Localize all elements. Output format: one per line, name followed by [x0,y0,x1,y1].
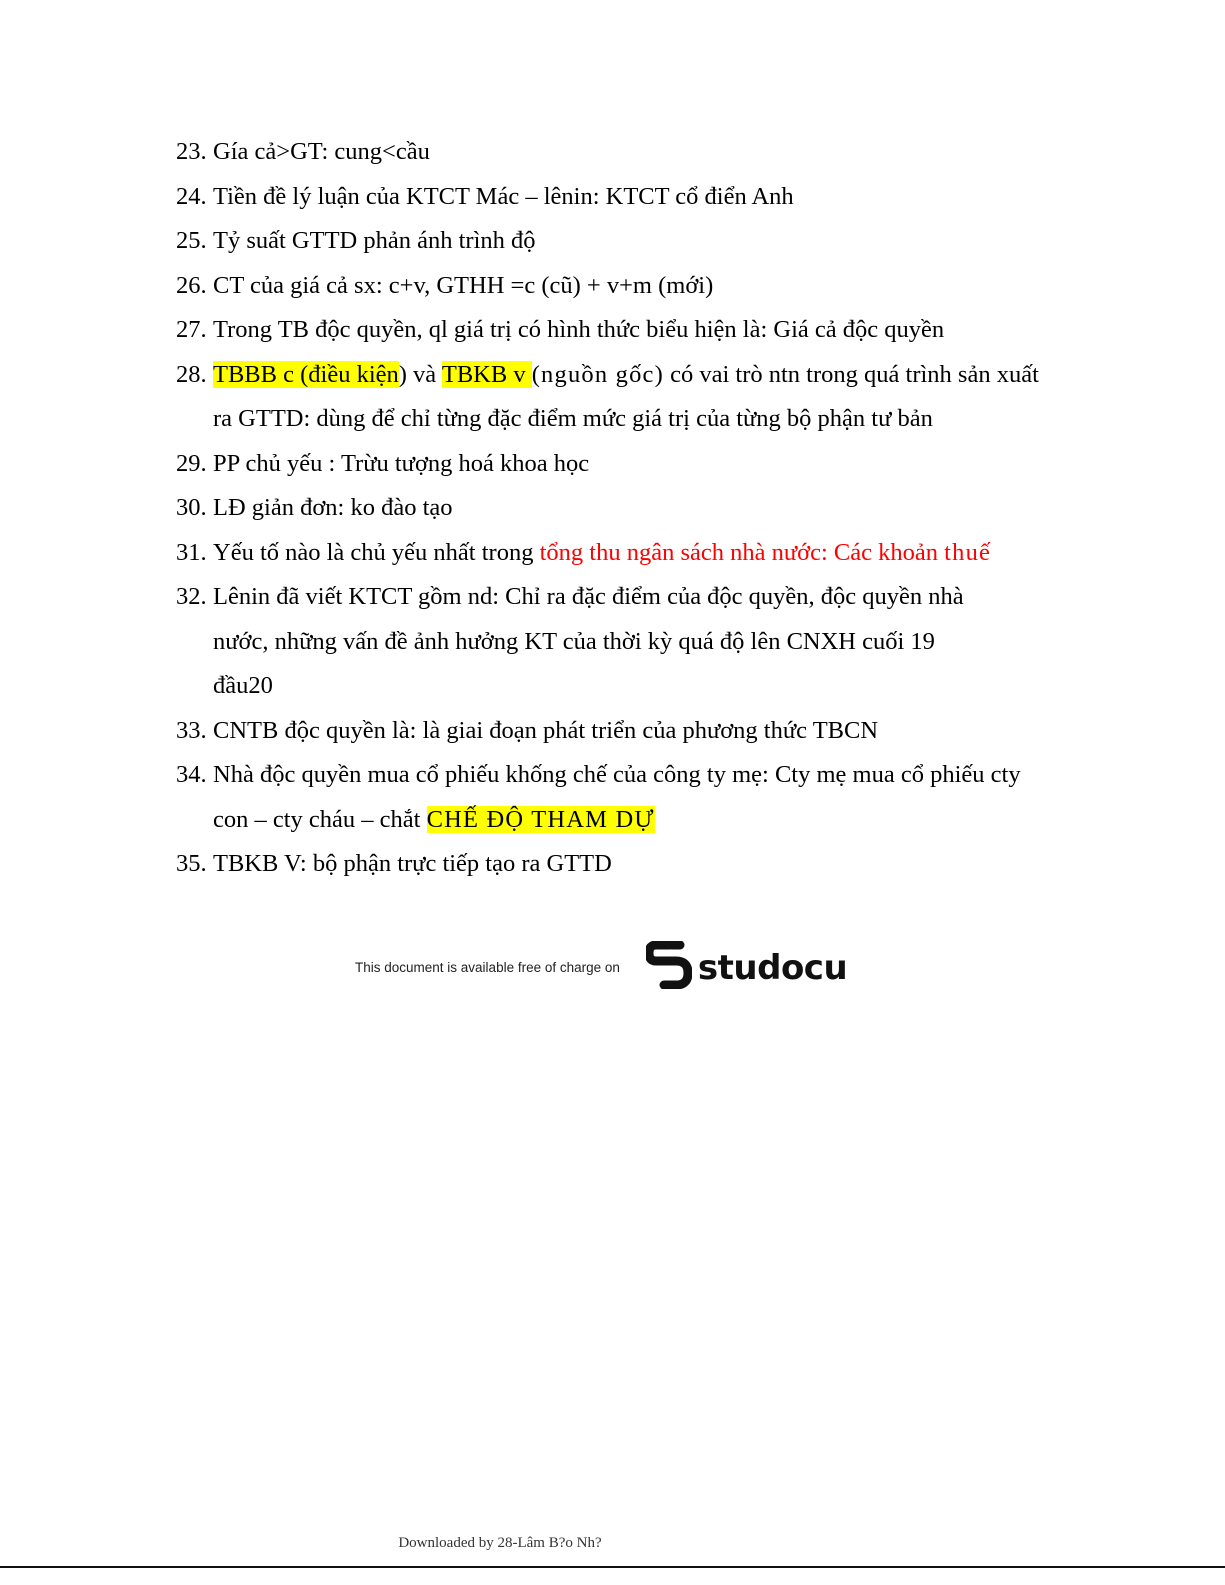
red-text: tổng thu ngân sách nhà nước: Các khoản [539,538,945,566]
item-text: CNTB độc quyền là: là giai đoạn phát triển của phương thức TBCN [213,716,879,744]
list-item [176,575,1056,709]
downloaded-by-footer: Downloaded by 28-Lâm B?o Nh? [398,1535,602,1551]
item-number: 32. [176,583,207,610]
item-number: 31. [176,538,207,566]
item-number: 35. [176,850,207,877]
item-number: 33. [176,716,207,744]
red-text: thuế [944,538,992,566]
text-segment: ) và [398,360,442,388]
highlighted-text: TBBB c (điều kiện [213,360,399,388]
item-text: Tỷ suất GTTD phản ánh trình độ [213,227,536,254]
item-text: Trong TB độc quyền, ql giá trị có hình thức biểu hiện là: Giá cả độc quyền [213,316,945,343]
list-item [176,486,1056,531]
item-text: CT của giá cả sx: c+v, GTHH =c (cũ) + v+m (mới) [213,271,714,299]
item-text [213,753,1056,842]
item-number: 29. [176,449,207,477]
list-item [176,442,1056,487]
list-item [176,308,1056,353]
item-number: 24. [176,182,207,210]
item-number: 34. [176,761,207,788]
item-text: Lênin đã viết KTCT gồm nd: Chỉ ra đặc điểm của độc quyền, độc quyền nhà nước, những vấn đề ảnh hưởng KT của thời kỳ quá độ lên CNXH cuối 19 đầu20 [213,583,964,699]
list-item [176,709,1056,754]
text-segment: Yếu tố nào là chủ yếu nhất trong [213,538,540,566]
list-item [176,753,1056,842]
item-number: 27. [176,316,207,343]
list-item [176,353,1056,442]
studocu-s-logo-icon [646,941,692,994]
list-item [176,175,1056,220]
studocu-banner[interactable] [355,940,875,995]
list-item [176,264,1056,309]
highlighted-text: CHẾ ĐỘ THAM DỰ [426,805,655,833]
text-segment: (nguồn gốc) [531,360,664,388]
studocu-logo[interactable] [646,941,847,994]
item-text: TBKB V: bộ phận trực tiếp tạo ra GTTD [213,850,612,877]
item-number: 30. [176,494,207,521]
list-item [176,531,1056,576]
banner-text: This document is available free of charge on [355,960,620,975]
item-text: Tiền đề lý luận của KTCT Mác – lênin: KTCT cổ điển Anh [213,182,794,210]
bottom-divider [0,1566,1225,1568]
item-number: 23. [176,138,207,165]
item-text [213,531,1056,576]
text-segment: Nhà độc quyền mua cổ phiếu khống chế của công ty mẹ: Cty mẹ mua cổ phiếu cty con – cty cháu – chắt [213,761,1021,833]
list-item [176,842,1056,887]
list-item [176,130,1056,175]
list-item [176,219,1056,264]
item-text: LĐ giản đơn: ko đào tạo [213,494,453,521]
highlighted-text: TBKB v [441,360,532,388]
document-body [176,130,1056,887]
item-text [213,353,1056,442]
item-text: PP chủ yếu : Trừu tượng hoá khoa học [213,449,590,477]
studocu-wordmark: studocu [697,947,848,988]
item-number: 28. [176,360,207,388]
item-number: 25. [176,227,207,254]
text-segment: có vai trò ntn trong quá trình sản xuất ra GTTD: dùng để chỉ từng đặc điểm mức giá trị của từng bộ phận tư bản [213,360,1039,432]
item-text: Gía cả>GT: cung<cầu [213,138,430,165]
item-number: 26. [176,271,207,299]
